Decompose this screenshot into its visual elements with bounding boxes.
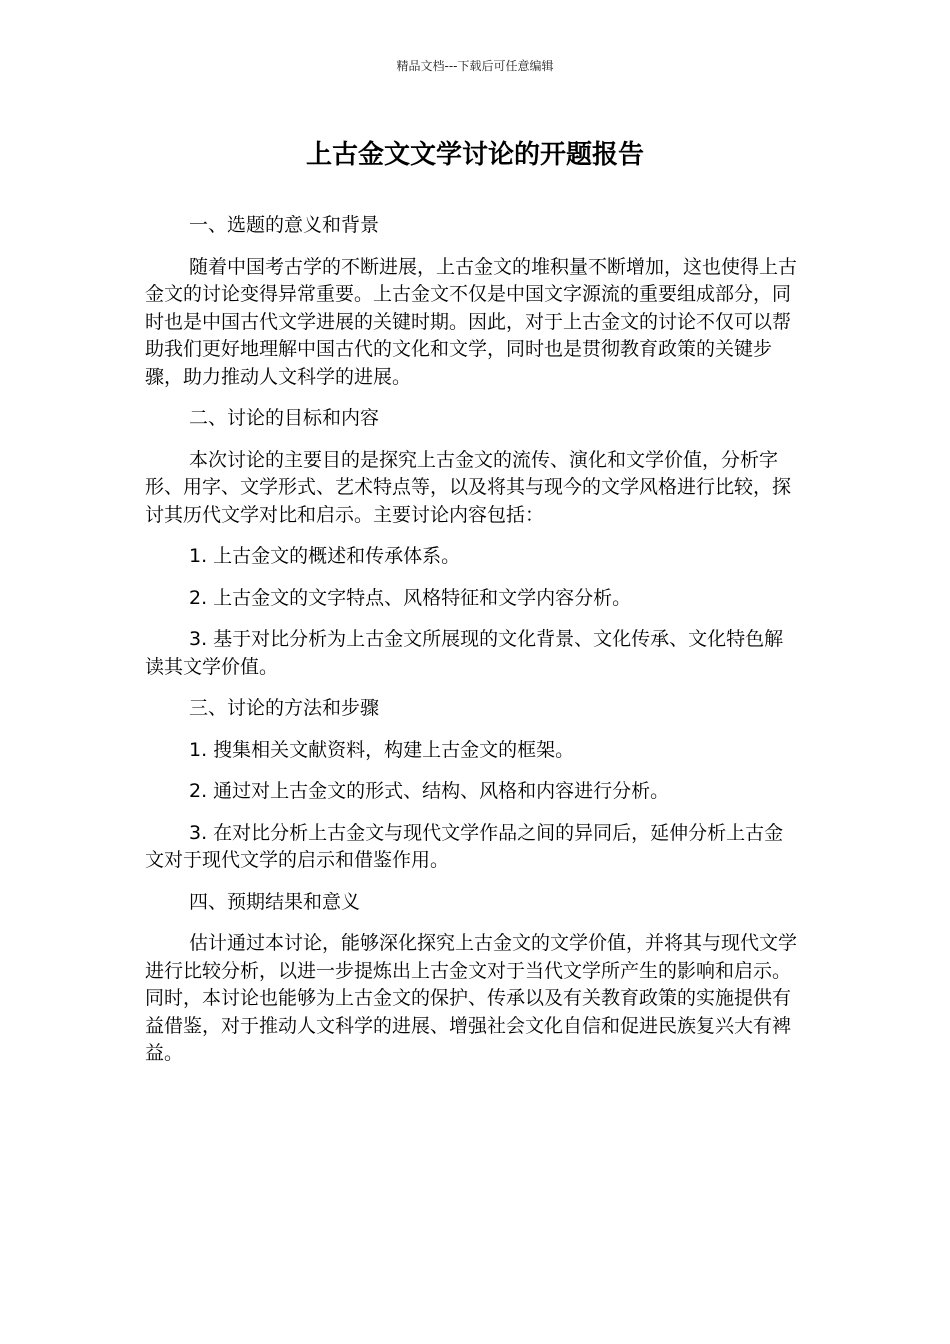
list-item: 2. 通过对上古金文的形式、结构、风格和内容进行分析。 [189,780,670,802]
body-paragraph: 本次讨论的主要目的是探究上古金文的流传、演化和文学价值，分析字形、用字、文学形式、艺术特点等，以及将其与现今的文学风格进行比较，探讨其历代文学对比和启示。主要讨论内容包括： [145,448,792,526]
section-heading-1: 一、选题的意义和背景 [189,214,380,236]
body-paragraph: 随着中国考古学的不断进展，上古金文的堆积量不断增加，这也使得上古金文的讨论变得异常重要。上古金文不仅是中国文字源流的重要组成部分，同时也是中国古代文学进展的关键时期。因此，对于上古金文的讨论不仅可以帮助我们更好地理解中国古代的文化和文学，同时也是贯彻教育政策的关键步骤，助力推动人文科学的进展。 [145,255,798,388]
document-title: 上古金文文学讨论的开题报告 [305,140,644,170]
list-item: 2. 上古金文的文字特点、风格特征和文学内容分析。 [189,586,632,609]
list-item: 3. 基于对比分析为上古金文所展现的文化背景、文化传承、文化特色解读其文学价值。 [145,628,784,678]
header-note: 精品文档---下载后可任意编辑 [396,59,554,73]
list-item: 1. 搜集相关文献资料，构建上古金文的框架。 [189,738,575,761]
body-paragraph: 估计通过本讨论，能够深化探究上古金文的文学价值，并将其与现代文学进行比较分析，以进一步提炼出上古金文对于当代文学所产生的影响和启示。同时，本讨论也能够为上古金文的保护、传承以及有关教育政策的实施提供有益借鉴，对于推动人文科学的进展、增强社会文化自信和促进民族复兴大有裨益。 [145,932,798,1064]
section-heading-3: 三、讨论的方法和步骤 [189,697,380,719]
list-item: 3. 在对比分析上古金文与现代文学作品之间的异同后，延伸分析上古金文对于现代文学的启示和借鉴作用。 [145,821,784,871]
section-heading-2: 二、讨论的目标和内容 [189,407,380,429]
section-heading-4: 四、预期结果和意义 [189,890,361,913]
document-body [145,212,800,1082]
list-item: 1. 上古金文的概述和传承体系。 [189,545,461,567]
